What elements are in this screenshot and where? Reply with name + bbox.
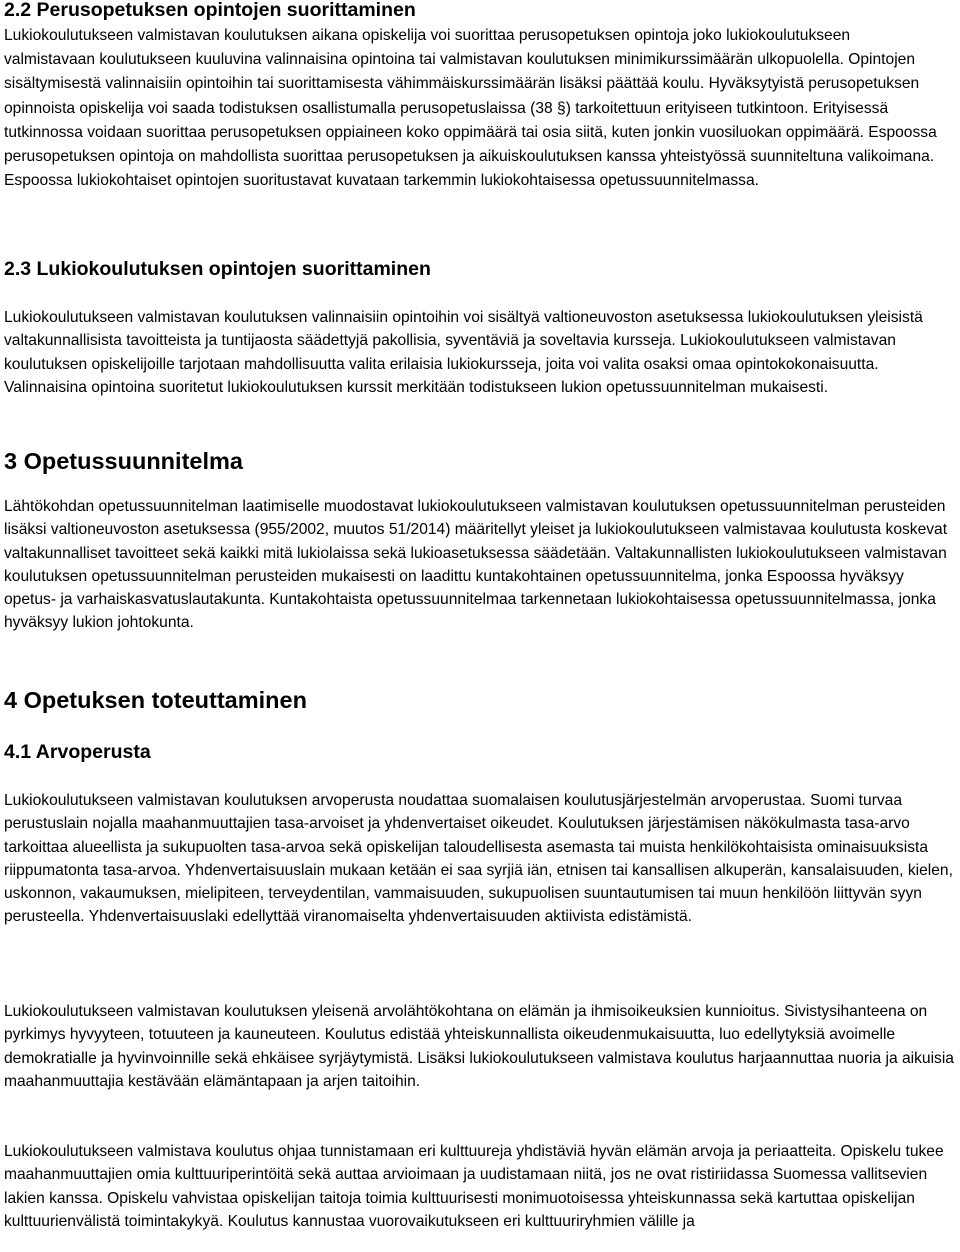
section-heading-3: 3 Opetussuunnitelma — [4, 448, 243, 474]
section-paragraph-4-1-a: Lukiokoulutukseen valmistavan koulutuksen arvoperusta noudattaa suomalaisen koulutusjärjestelmän arvoperustaa. Suomi turvaa perustuslain nojalla maahanmuuttajien tasa-arvoiset ja yhdenvertaiset oikeudet. Koulutuksen järjestämisen näkökulmasta tasa-arvo tarkoittaa alueellista ja sukupuolten tasa-arvoa sekä opiskelijan taloudellisesta asemasta tai muista henkilökohtaisista ominaisuuksista riippumatonta tasa-arvoa. Yhdenvertaisuuslain mukaan ketään ei saa syrjiä iän, etnisen tai kansallisen alkuperän, kansalaisuuden, kielen, uskonnon, vakaumuksen, mielipiteen, terveydentilan, vammaisuuden, sukupuolisen suuntautumisen tai muun henkilöön liittyvän syyn perusteella. Yhdenvertaisuuslaki edellyttää viranomaiselta yhdenvertaisuuden aktiivista edistämistä. — [4, 792, 953, 926]
section-paragraph-3: Lähtökohdan opetussuunnitelman laatimiselle muodostavat lukiokoulutukseen valmistavan koulutuksen opetussuunnitelman perusteiden lisäksi valtioneuvoston asetuksessa (955/2002, muutos 51/2014) määritellyt yleiset ja lukiokoulutukseen valmistavaa koulutusta koskevat valtakunnalliset tavoitteet sekä kaikki mitä lukiolaissa sekä lukioasetuksessa säädetään. Valtakunnallisten lukiokoulutukseen valmistavan koulutuksen opetussuunnitelman perusteiden mukaisesti on laadittu kuntakohtainen opetussuunnitelma, jonka Espoossa hyväksyy opetus- ja varhaiskasvatuslautakunta. Kuntakohtaista opetussuunnitelmaa tarkennetaan lukiokohtaisessa opetussuunnitelmassa, jonka hyväksyy lukion johtokunta. — [4, 498, 948, 632]
section-paragraph-2-2: Lukiokoulutukseen valmistavan koulutuksen aikana opiskelija voi suorittaa perusopetuksen opintoja joko lukiokoulutukseen valmistavaan koulutukseen kuuluvina valinnaisina opintoina tai valmistavan koulutuksen minimikurssimäärän ulkopuolella. Opintojen sisältymisestä valinnaisiin opintoihin tai suorittamisesta vähimmäiskurssimäärän lisäksi päättää koulu. Hyväksytyistä perusopetuksen opinnoista opiskelija voi saada todistuksen osallistumalla perusopetuslaissa (38 §) tarkoitettuun erityiseen tutkintoon. Erityisessä tutkinnossa voidaan suorittaa perusopetuksen oppiaineen koko oppimäärä tai osia siitä, kuten jonkin vuosiluokan oppimäärä. Espoossa perusopetuksen opintoja on mahdollista suorittaa perusopetuksen ja aikuiskoulutuksen kanssa yhteistyössä suunniteltuna valikoimana. Espoossa lukiokohtaiset opintojen suoritustavat kuvataan tarkemmin lukiokohtaisessa opetussuunnitelmassa. — [4, 27, 937, 190]
section-heading-2-3: 2.3 Lukiokoulutuksen opintojen suorittaminen — [4, 258, 431, 280]
section-paragraph-4-1-b: Lukiokoulutukseen valmistavan koulutuksen yleisenä arvolähtökohtana on elämän ja ihmisoikeuksien kunnioitus. Sivistysihanteena on pyrkimys hyvyyteen, totuuteen ja kauneuteen. Koulutus edistää yhteiskunnallista oikeudenmukaisuutta, luo edellytyksiä avoimelle demokratialle ja hyvinvoinnille sekä ehkäisee syrjäytymistä. Lisäksi lukiokoulutukseen valmistava koulutus harjaannuttaa nuoria ja aikuisia maahanmuuttajia kestävään elämäntapaan ja arjen taitoihin. — [4, 1003, 954, 1090]
section-paragraph-2-3: Lukiokoulutukseen valmistavan koulutuksen valinnaisiin opintoihin voi sisältyä valtioneuvoston asetuksessa lukiokoulutuksen yleisistä valtakunnallisista tavoitteista ja tuntijaosta säädettyjä pakollisia, syventäviä ja soveltavia kursseja. Lukiokoulutukseen valmistavan koulutuksen opiskelijoille tarjotaan mahdollisuutta valita erilaisia lukiokursseja, joita voi valita osaksi omaa opintokokonaisuutta. Valinnaisina opintoina suoritetut lukiokoulutuksen kurssit merkitään todistukseen lukion opetussuunnitelman mukaisesti. — [4, 309, 923, 396]
section-heading-2-2: 2.2 Perusopetuksen opintojen suorittaminen — [4, 0, 416, 21]
section-heading-4-1: 4.1 Arvoperusta — [4, 741, 151, 763]
section-paragraph-4-1-c: Lukiokoulutukseen valmistava koulutus ohjaa tunnistamaan eri kulttuureja yhdistäviä hyvän elämän arvoja ja periaatteita. Opiskelu tukee maahanmuuttajien omia kulttuuriperintöitä sekä auttaa arvioimaan ja uudistamaan niitä, jos ne ovat ristiriidassa Suomessa vallitsevien lakien kanssa. Opiskelu vahvistaa opiskelijan taitoja toimia kulttuurisesti monimuotoisessa yhteiskunnassa sekä kartuttaa opiskelijan kulttuurienvälistä toimintakykyä. Koulutus kannustaa vuorovaikutukseen eri kulttuuriryhmien välille ja — [4, 1143, 944, 1230]
section-heading-4: 4 Opetuksen toteuttaminen — [4, 687, 307, 713]
